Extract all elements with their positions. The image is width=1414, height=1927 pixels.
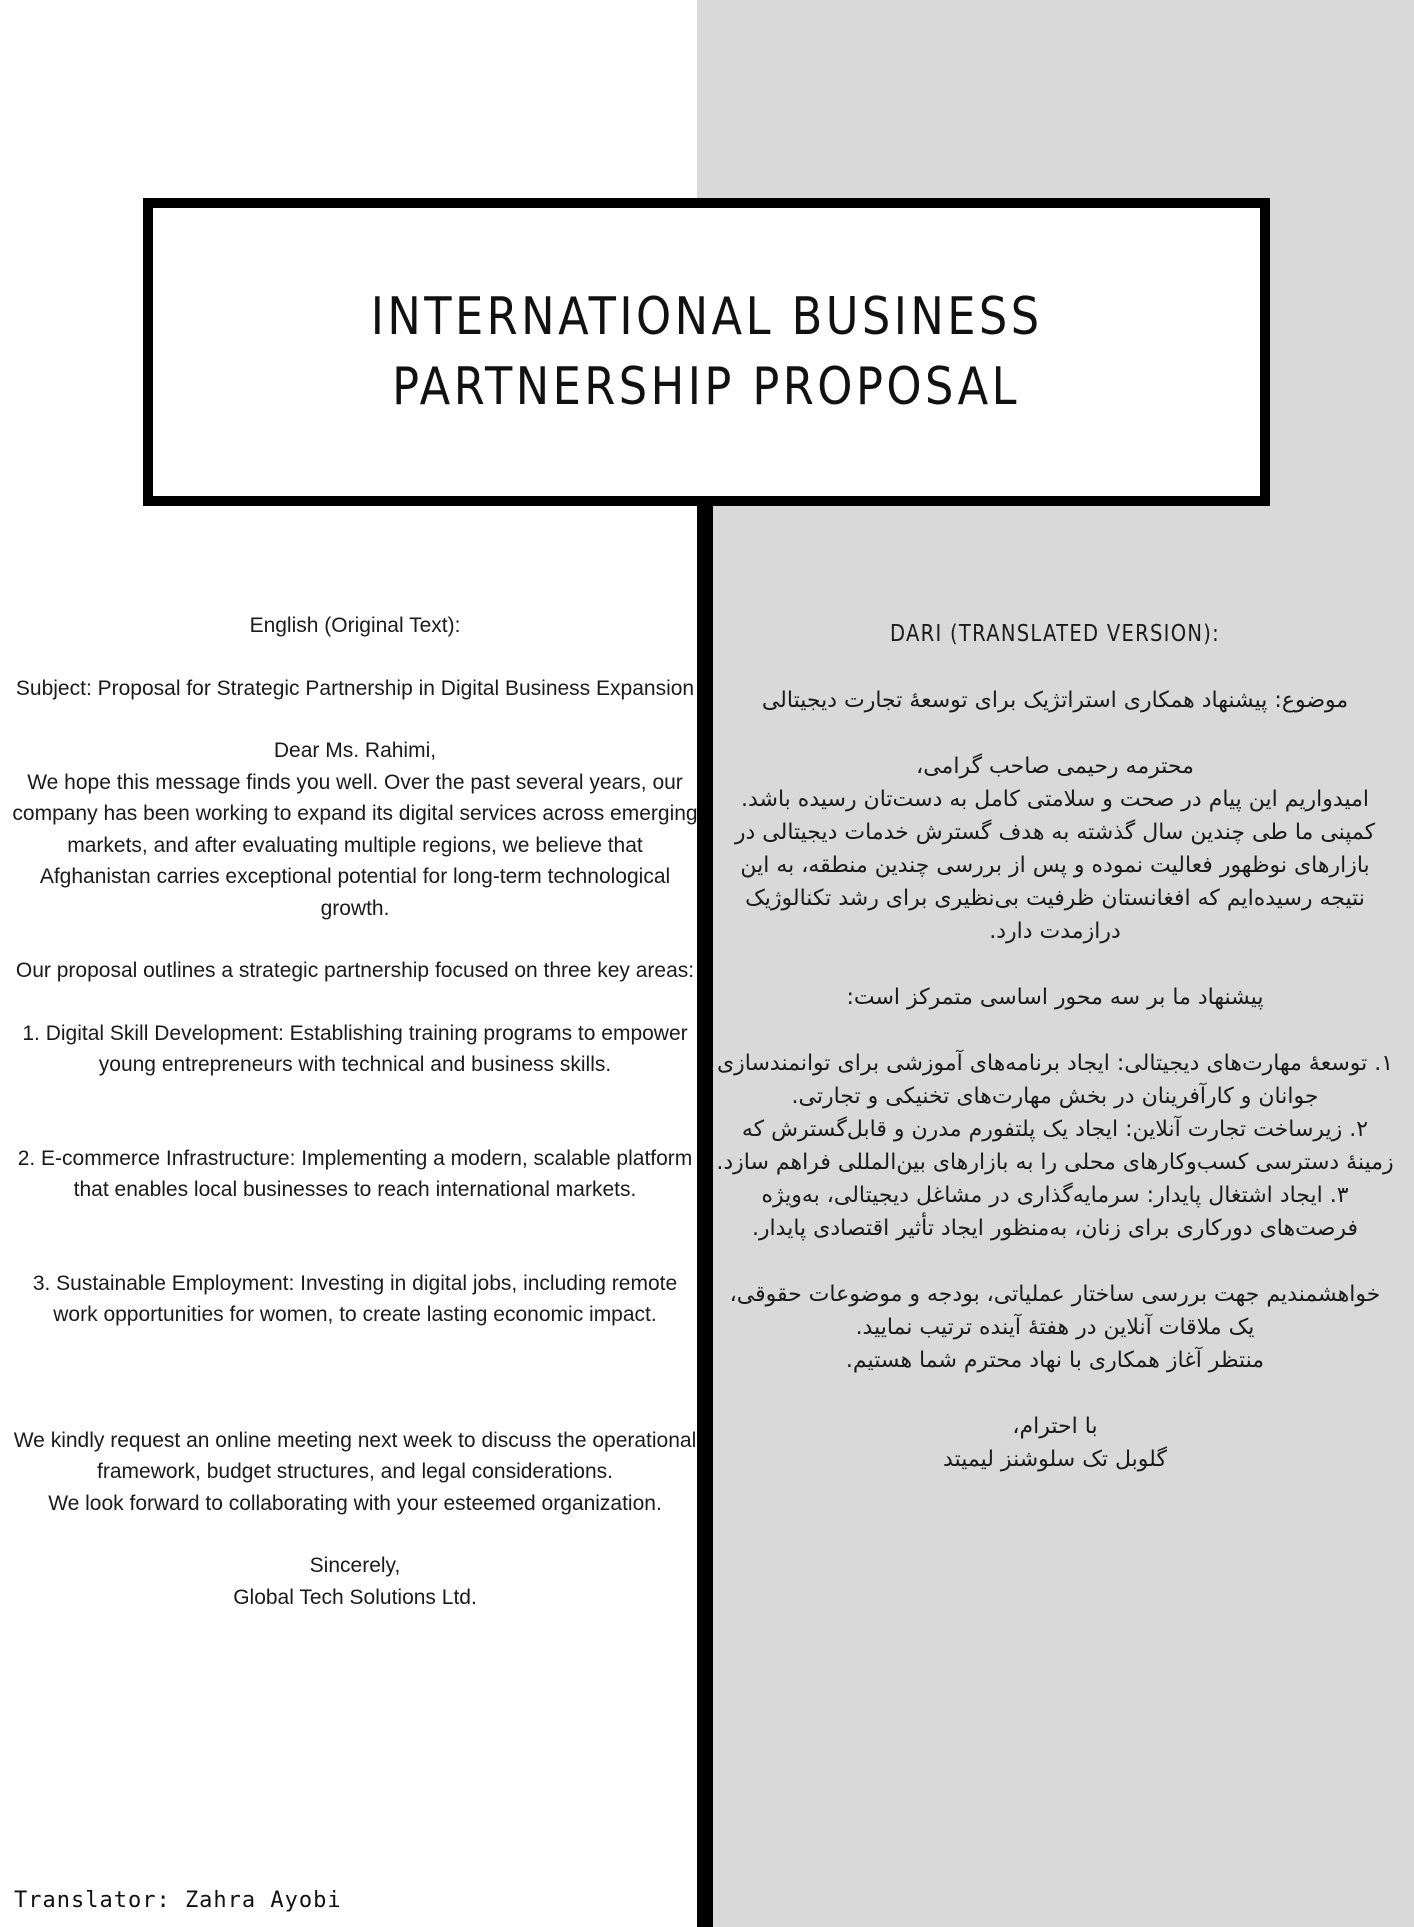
english-intro: We hope this message finds you well. Over the past several years, our company has been working to expand its digital services across emerging markets, and after evaluating multiple regions, we believe that Afghanistan carries exceptional potential for long-term technological growth. [12, 770, 698, 920]
dari-greeting: محترمه رحیمی صاحب گرامی، [916, 754, 1194, 779]
title-box [143, 198, 1270, 506]
english-closing: Sincerely, [309, 1554, 401, 1577]
english-outline: Our proposal outlines a strategic partnership focused on three key areas: [15, 959, 695, 982]
translator-credit: Translator: Zahra Ayobi [14, 1888, 342, 1913]
english-look-forward: We look forward to collaborating with your esteemed organization. [48, 1491, 662, 1515]
dari-point-2: ۲. زیرساخت تجارت آنلاین: ایجاد یک پلتفورم مدرن و قابل‌گسترش که زمینهٔ دسترسی کسب‌وکارهای محلی را به بازارهای بین‌المللی فراهم سازد. [716, 1117, 1394, 1175]
dari-request: خواهشمندیم جهت بررسی ساختار عملیاتی، بودجه و موضوعات حقوقی، یک ملاقات آنلاین در هفتهٔ آینده ترتیب نمایید. [729, 1282, 1381, 1340]
dari-signature: گلوبل تک سلوشنز لیمیتد [943, 1447, 1167, 1472]
english-point-3: 3. Sustainable Employment: Investing in digital jobs, including remote work opportunities for women, to create lasting economic impact. [32, 1271, 678, 1326]
english-point-1: 1. Digital Skill Development: Establishing training programs to empower young entrepreneurs with technical and business skills. [22, 1021, 688, 1076]
title-line-1: INTERNATIONAL BUSINESS [370, 287, 1043, 347]
title-line-2: PARTNERSHIP PROPOSAL [392, 357, 1021, 417]
dari-heading: DARI (TRANSLATED VERSION): [889, 621, 1221, 647]
dari-intro-2: کمپنی ما طی چندین سال گذشته به هدف گسترش خدمات دیجیتالی در بازارهای نوظهور فعالیت نموده و پس از بررسی چندین منطقه، به این نتیجه رسیده‌ایم که افغانستان ظرفیت بی‌نظیری برای رشد تکنالوژیک درازمدت دارد. [734, 820, 1376, 944]
dari-column [715, 618, 1395, 1476]
dari-subject: موضوع: پیشنهاد همکاری استراتژیک برای توسعهٔ تجارت دیجیتالی [761, 688, 1349, 713]
dari-outline: پیشنهاد ما بر سه محور اساسی متمرکز است: [846, 985, 1264, 1010]
english-greeting: Dear Ms. Rahimi, [273, 739, 437, 762]
english-column [10, 610, 700, 1613]
english-point-2: 2. E-commerce Infrastructure: Implementing a modern, scalable platform that enables local businesses to reach international markets. [17, 1146, 693, 1201]
dari-look-forward: منتظر آغاز همکاری با نهاد محترم شما هستیم. [845, 1348, 1265, 1373]
english-subject: Subject: Proposal for Strategic Partnership in Digital Business Expansion [15, 676, 695, 700]
dari-point-3: ۳. ایجاد اشتغال پایدار: سرمایه‌گذاری در مشاغل دیجیتالی، به‌ویژه فرصت‌های دورکاری برای زنان، به‌منظور ایجاد تأثیر اقتصادی پایدار. [751, 1183, 1359, 1241]
english-heading: English (Original Text): [249, 614, 461, 637]
english-request: We kindly request an online meeting next week to discuss the operational framework, budget structures, and legal considerations. [13, 1428, 697, 1483]
dari-intro-1: امیدواریم این پیام در صحت و سلامتی کامل به دست‌تان رسیده باشد. [741, 787, 1369, 812]
english-signature: Global Tech Solutions Ltd. [233, 1585, 477, 1609]
dari-closing: با احترام، [1012, 1414, 1098, 1439]
dari-point-1: ۱. توسعهٔ مهارت‌های دیجیتالی: ایجاد برنامه‌های آموزشی برای توانمندسازی جوانان و کارآفرینان در بخش مهارت‌های تخنیکی و تجارتی. [716, 1051, 1394, 1109]
